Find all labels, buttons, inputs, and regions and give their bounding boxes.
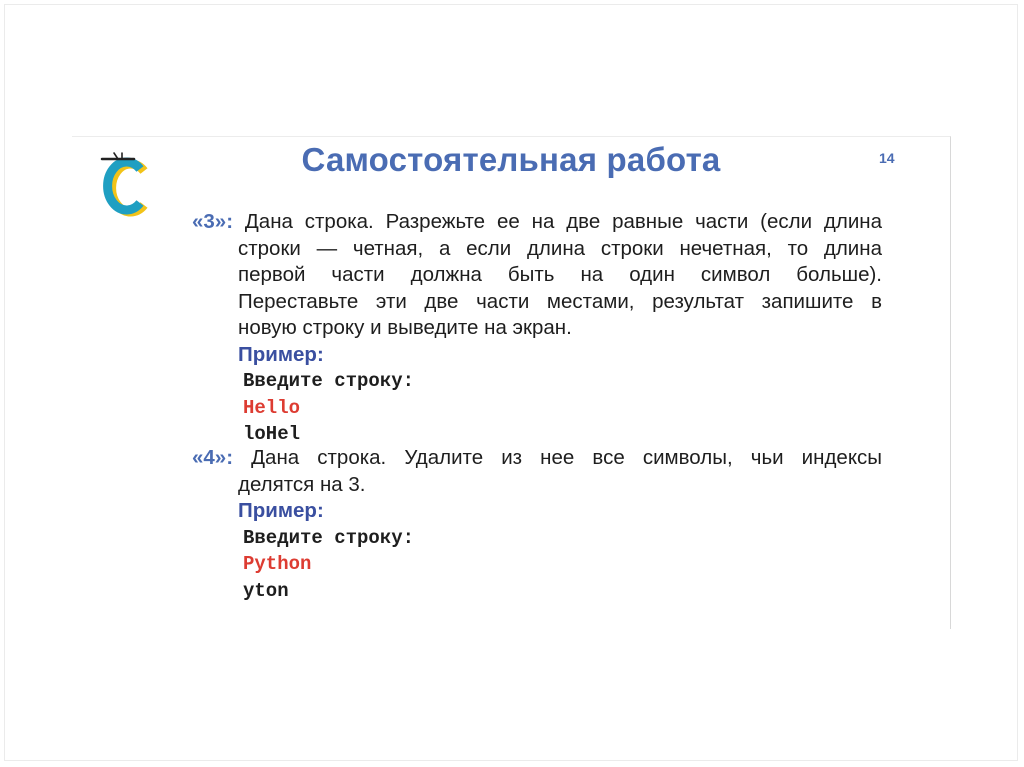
task-4-prompt: Введите строку: xyxy=(243,526,415,549)
task-3-line-1 xyxy=(192,209,882,236)
task-4-example-label: Пример: xyxy=(238,499,324,522)
task-3-label: «3»: xyxy=(192,210,234,233)
task-3-prompt: Введите строку: xyxy=(243,370,415,392)
task-3-line-4: Переставьте эти две части местами, результат запишите в xyxy=(238,289,882,313)
task-4-line-1 xyxy=(192,445,882,472)
task-3-text-1: Дана строка. Разрежьте ее на две равные части (если длина xyxy=(244,210,882,233)
task-3-line-5: новую строку и выведите на экран. xyxy=(238,316,572,339)
task-4-line-2: делятся на 3. xyxy=(238,472,366,496)
task-3-example-label: Пример: xyxy=(238,342,324,366)
task-3 xyxy=(192,209,882,448)
task-4-input: Python xyxy=(243,553,312,575)
task-4-output: yton xyxy=(243,579,289,602)
task-3-input: Hello xyxy=(243,396,301,419)
task-4-label: «4»: xyxy=(192,446,234,469)
slide xyxy=(72,136,951,629)
page-number: 14 xyxy=(879,150,895,166)
task-3-line-2: строки — четная, а если длина строки нечетная, то длина xyxy=(238,236,882,260)
task-4-text-1: Дана строка. Удалите из нее все символы, чьи индексы xyxy=(251,446,883,469)
task-4 xyxy=(192,445,882,604)
task-3-output: loHel xyxy=(243,423,301,445)
task-3-line-3: первой части должна быть на один символ больше). xyxy=(238,263,882,286)
slide-title: Самостоятельная работа xyxy=(301,141,721,178)
